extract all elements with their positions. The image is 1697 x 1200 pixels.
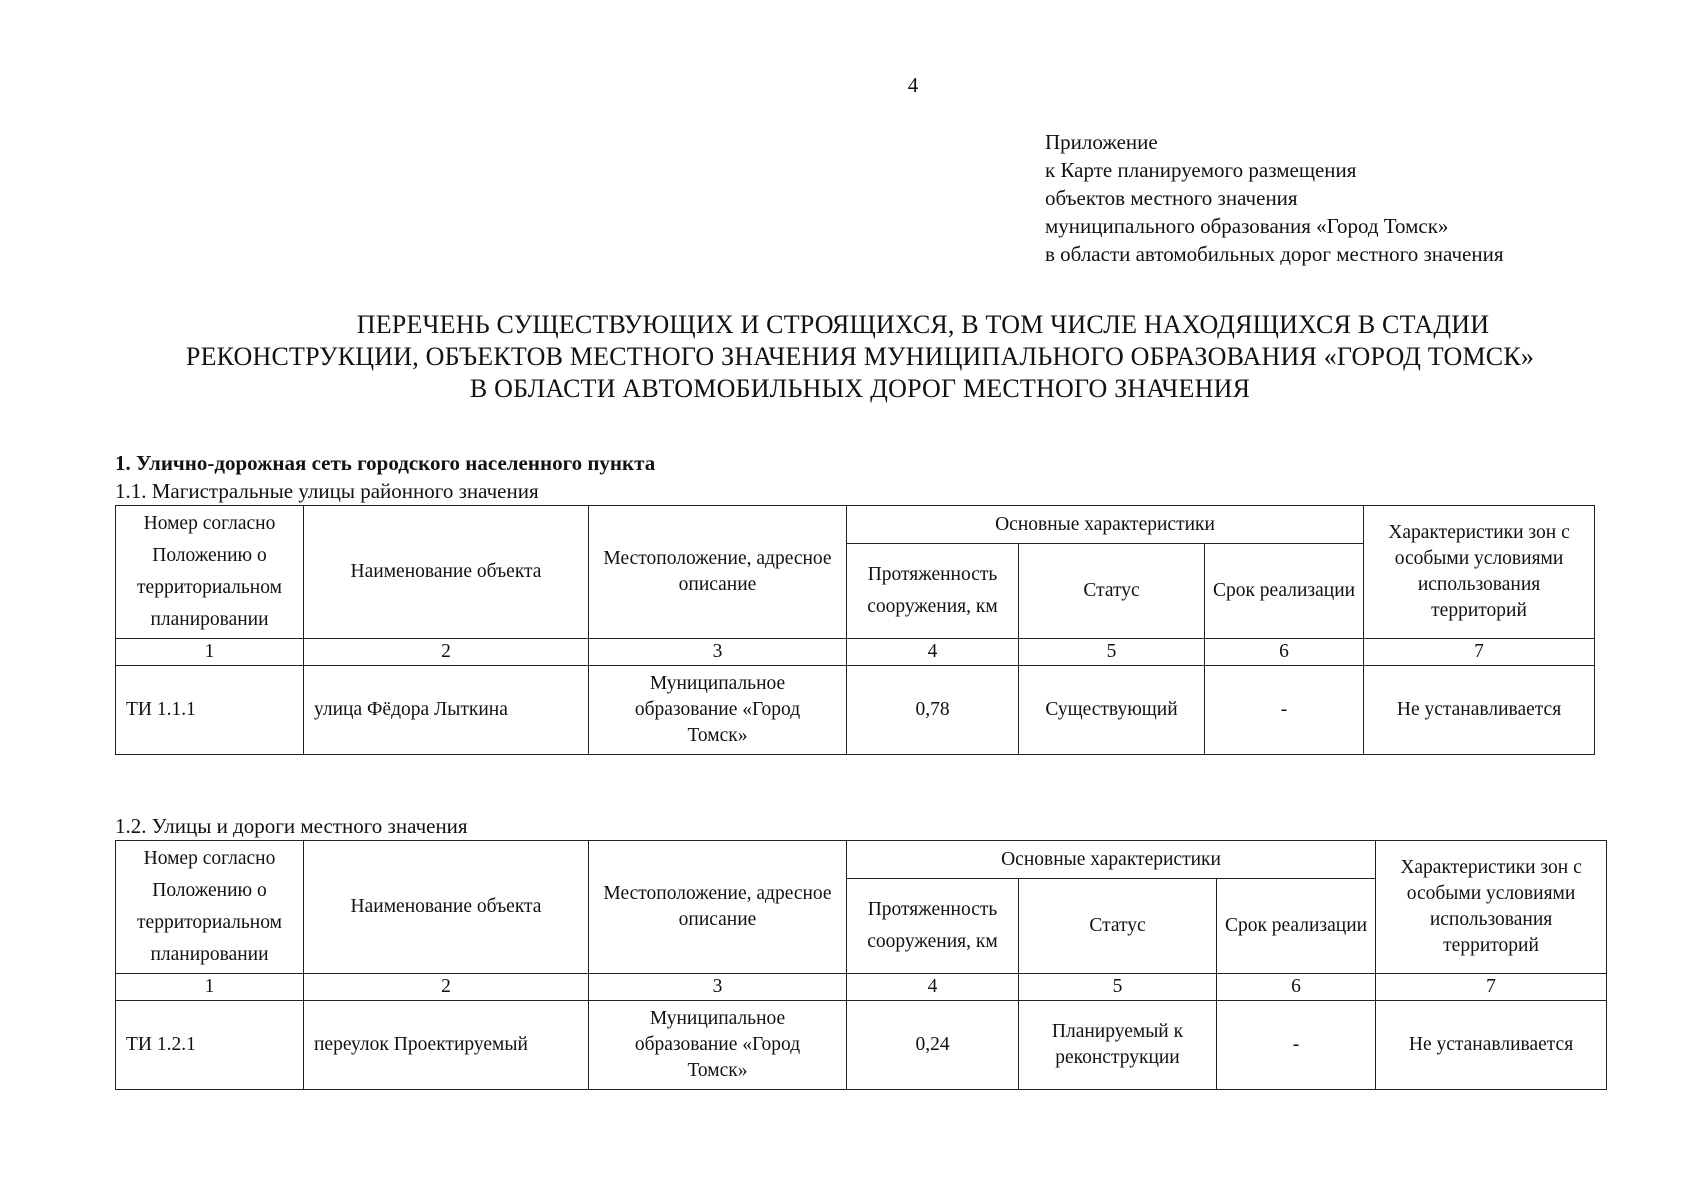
cell-term: - — [1205, 666, 1364, 755]
header-length: Протяженность сооружения, км — [847, 879, 1019, 974]
header-location: Местоположение, адресное описание — [589, 841, 847, 974]
column-number: 5 — [1019, 639, 1205, 666]
objects-table — [115, 840, 1607, 1090]
cell-number: ТИ 1.1.1 — [116, 666, 304, 755]
column-number: 1 — [116, 639, 304, 666]
cell-length: 0,24 — [847, 1001, 1019, 1090]
cell-term: - — [1217, 1001, 1376, 1090]
column-number: 3 — [589, 974, 847, 1001]
column-number: 2 — [304, 974, 589, 1001]
cell-status: Планируемый к реконструкции — [1019, 1001, 1217, 1090]
table-row — [116, 666, 1595, 755]
document-title — [110, 309, 1610, 405]
header-term: Срок реализации — [1217, 879, 1376, 974]
cell-name: переулок Проектируемый — [304, 1001, 589, 1090]
header-term: Срок реализации — [1205, 544, 1364, 639]
column-number: 6 — [1217, 974, 1376, 1001]
cell-zones: Не устанавливается — [1364, 666, 1595, 755]
column-number: 5 — [1019, 974, 1217, 1001]
cell-location: Муниципальное образование «Город Томск» — [589, 666, 847, 755]
section-heading: 1. Улично-дорожная сеть городского населенного пункта — [115, 451, 656, 475]
cell-number: ТИ 1.2.1 — [116, 1001, 304, 1090]
header-name: Наименование объекта — [304, 506, 589, 639]
header-main-characteristics: Основные характеристики — [847, 841, 1376, 879]
title-line: ПЕРЕЧЕНЬ СУЩЕСТВУЮЩИХ И СТРОЯЩИХСЯ, В ТОМ ЧИСЛЕ НАХОДЯЩИХСЯ В СТАДИИ — [356, 310, 1490, 339]
appendix-line: в области автомобильных дорог местного значения — [1045, 242, 1504, 266]
header-length: Протяженность сооружения, км — [847, 544, 1019, 639]
column-number: 1 — [116, 974, 304, 1001]
subsection-title: 1.1. Магистральные улицы районного значения — [115, 479, 539, 503]
column-number: 4 — [847, 639, 1019, 666]
column-number: 6 — [1205, 639, 1364, 666]
cell-location: Муниципальное образование «Город Томск» — [589, 1001, 847, 1090]
appendix-line: Приложение — [1045, 130, 1158, 154]
appendix-block — [1045, 128, 1503, 268]
cell-status: Существующий — [1019, 666, 1205, 755]
subsection-title: 1.2. Улицы и дороги местного значения — [115, 814, 468, 838]
header-zones: Характеристики зон с особыми условиями использования территорий — [1376, 841, 1607, 974]
cell-name: улица Фёдора Лыткина — [304, 666, 589, 755]
column-number: 2 — [304, 639, 589, 666]
appendix-line: объектов местного значения — [1045, 186, 1298, 210]
column-number: 7 — [1364, 639, 1595, 666]
title-line: РЕКОНСТРУКЦИИ, ОБЪЕКТОВ МЕСТНОГО ЗНАЧЕНИЯ МУНИЦИПАЛЬНОГО ОБРАЗОВАНИЯ «ГОРОД ТОМСК» — [185, 342, 1535, 371]
appendix-line: к Карте планируемого размещения — [1045, 158, 1357, 182]
title-line: В ОБЛАСТИ АВТОМОБИЛЬНЫХ ДОРОГ МЕСТНОГО ЗНАЧЕНИЯ — [469, 374, 1251, 403]
header-zones: Характеристики зон с особыми условиями использования территорий — [1364, 506, 1595, 639]
appendix-line: муниципального образования «Город Томск» — [1045, 214, 1449, 238]
header-name: Наименование объекта — [304, 841, 589, 974]
column-number: 7 — [1376, 974, 1607, 1001]
page-number: 4 — [907, 73, 919, 97]
header-number: Номер согласно Положению о территориальном планировании — [116, 841, 304, 974]
column-number: 4 — [847, 974, 1019, 1001]
column-number: 3 — [589, 639, 847, 666]
header-location: Местоположение, адресное описание — [589, 506, 847, 639]
header-main-characteristics: Основные характеристики — [847, 506, 1364, 544]
cell-length: 0,78 — [847, 666, 1019, 755]
header-number: Номер согласно Положению о территориальном планировании — [116, 506, 304, 639]
table-row — [116, 1001, 1607, 1090]
header-status: Статус — [1019, 544, 1205, 639]
cell-zones: Не устанавливается — [1376, 1001, 1607, 1090]
header-status: Статус — [1019, 879, 1217, 974]
objects-table — [115, 505, 1595, 755]
